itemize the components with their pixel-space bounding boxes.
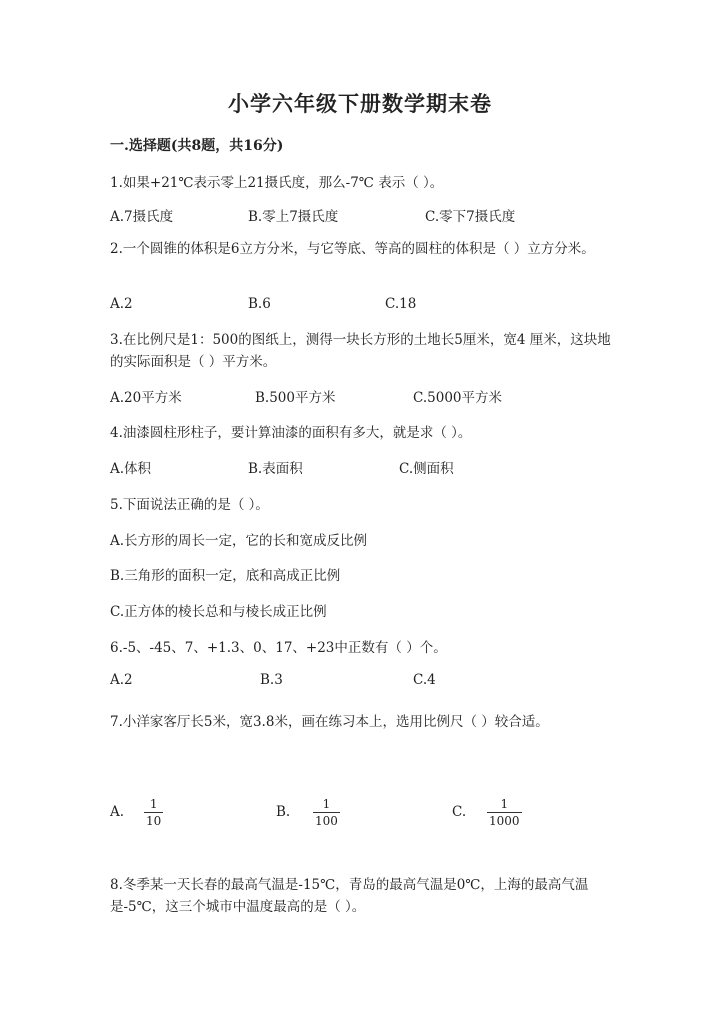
question-8-stem: 8.冬季某一天长春的最高气温是-15℃，青岛的最高气温是0℃，上海的最高气温是-5℃，这三个城市中温度最高的是（ ）。 [110,877,589,915]
question-2-option-b: B.6 [248,296,271,312]
question-1-option-c: C.零下7摄氏度 [425,209,516,225]
question-5-option-c: C.正方体的棱长总和与棱长成正比例 [110,604,327,620]
section-heading: 一.选择题(共8题，共16分) [110,138,284,154]
question-6-option-a: A.2 [110,672,133,688]
question-5-option-a: A.长方形的周长一定，它的长和宽成反比例 [110,533,368,549]
question-4-option-c: C.侧面积 [399,461,454,477]
question-1-stem: 1.如果+21℃表示零上21摄氏度，那么-7℃ 表示（ ）。 [110,175,444,191]
question-7-option-c-label: C. [452,804,467,820]
page-title: 小学六年级下册数学期末卷 [228,91,492,116]
question-6-stem: 6.-5、-45、7、+1.3、0、17、+23中正数有（ ）个。 [110,640,447,656]
fraction-numerator: 1 [149,797,158,811]
question-3-stem: 3.在比例尺是1：500的图纸上，测得一块长方形的土地长5厘米，宽4 厘米，这块地的实际面积是（ ）平方米。 [110,332,611,370]
question-1-option-a: A.7摄氏度 [110,209,174,225]
question-3-option-a: A.20平方米 [110,390,182,406]
question-2-option-a: A.2 [110,296,133,312]
question-2-option-c: C.18 [385,296,417,312]
question-5-option-b: B.三角形的面积一定，底和高成正比例 [110,568,341,584]
question-2-stem: 2.一个圆锥的体积是6立方分米，与它等底、等高的圆柱的体积是（ ）立方分米。 [110,241,595,257]
question-7-option-c-fraction [487,797,522,828]
question-7-option-b-label: B. [276,804,291,820]
question-6-option-b: B.3 [260,672,283,688]
fraction-numerator: 1 [500,797,509,811]
fraction-numerator: 1 [322,797,331,811]
question-3-option-c: C.5000平方米 [413,390,502,406]
question-4-option-b: B.表面积 [248,461,303,477]
question-7-option-b-fraction [313,797,340,828]
fraction-denominator: 1000 [489,814,520,828]
question-1-option-b: B.零上7摄氏度 [248,209,339,225]
question-7-option-a-label: A. [110,804,125,820]
question-4-option-a: A.体积 [110,461,152,477]
fraction-bar [144,812,163,813]
question-7-option-a-fraction [144,797,163,828]
question-7-stem: 7.小洋家客厅长5米，宽3.8米，画在练习本上，选用比例尺（ ）较合适。 [110,714,549,730]
question-3-option-b: B.500平方米 [255,390,336,406]
fraction-bar [313,812,340,813]
question-6-option-c: C.4 [413,672,436,688]
question-4-stem: 4.油漆圆柱形柱子，要计算油漆的面积有多大，就是求（ ）。 [110,425,472,441]
fraction-bar [487,812,522,813]
fraction-denominator: 10 [146,814,162,828]
question-5-stem: 5.下面说法正确的是（ ）。 [110,497,269,513]
fraction-denominator: 100 [315,814,338,828]
